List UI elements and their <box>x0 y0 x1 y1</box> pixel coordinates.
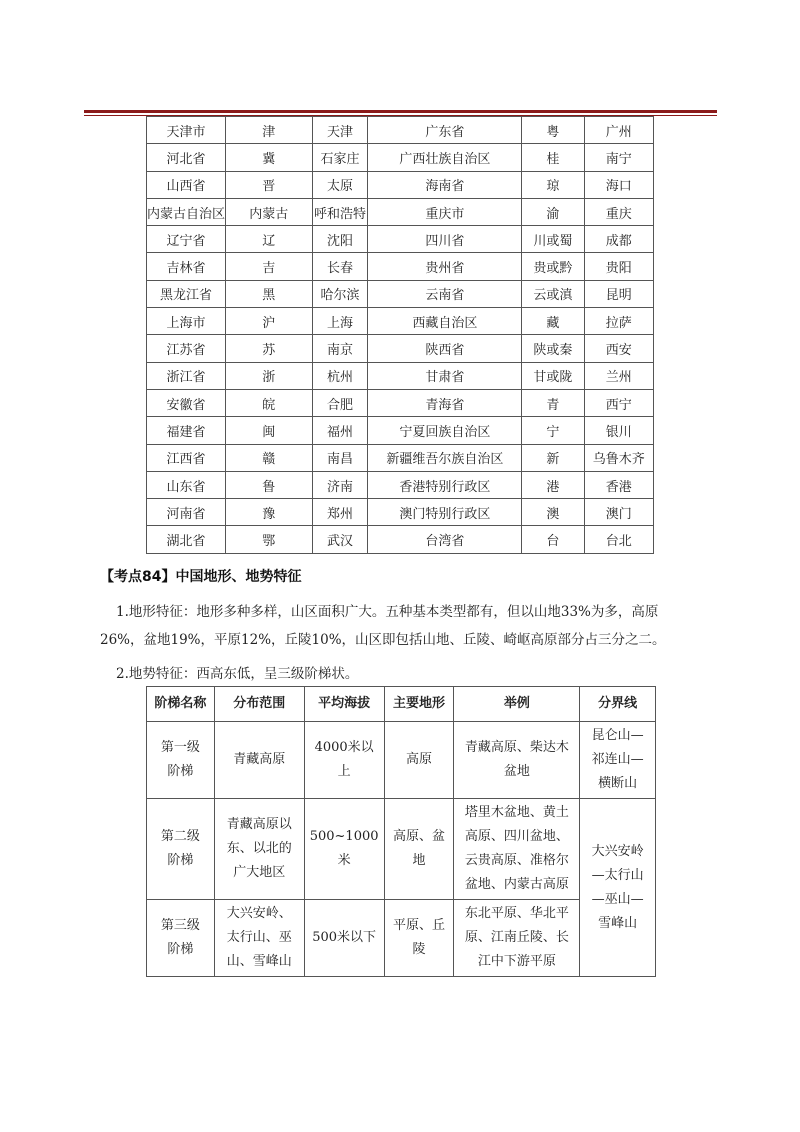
table-row <box>147 417 654 444</box>
table-row <box>147 280 654 307</box>
province-name-2: 广西壮族自治区 <box>368 144 522 171</box>
province-capital-2: 台北 <box>584 526 654 553</box>
province-name-2: 重庆市 <box>368 198 522 225</box>
province-abbr: 辽 <box>226 226 312 253</box>
cell-line: 盆地 <box>503 764 530 779</box>
cell-line: 阶梯 <box>167 853 194 868</box>
province-name-2: 新疆维吾尔族自治区 <box>368 444 522 471</box>
province-abbr: 黑 <box>226 280 312 307</box>
province-capital: 杭州 <box>312 362 368 389</box>
province-name: 山东省 <box>147 471 226 498</box>
step-terrain-cell <box>384 900 454 977</box>
province-capital-2: 成都 <box>584 226 654 253</box>
header-terrain: 主要地形 <box>384 687 454 722</box>
province-name: 湖北省 <box>147 526 226 553</box>
province-abbr-2: 陕或秦 <box>522 335 584 362</box>
province-capital-2: 兰州 <box>584 362 654 389</box>
table-row <box>147 226 654 253</box>
province-name-2: 陕西省 <box>368 335 522 362</box>
province-abbr: 鲁 <box>226 471 312 498</box>
cell-line: 高原、盆 <box>393 829 446 844</box>
cell-line: —巫山— <box>591 891 644 907</box>
province-abbr: 津 <box>226 117 312 144</box>
table-row <box>147 144 654 171</box>
cell-line: 米 <box>337 853 351 868</box>
province-name: 河北省 <box>147 144 226 171</box>
cell-line: 青藏高原 <box>233 752 286 767</box>
cell-line: 500米以下 <box>312 930 377 945</box>
cell-line: 东北平原、华北平 <box>464 906 569 921</box>
province-capital-2: 银川 <box>584 417 654 444</box>
header-altitude: 平均海拔 <box>304 687 384 722</box>
section-title: 【考点84】中国地形、地势特征 <box>100 569 302 585</box>
province-name: 山西省 <box>147 171 226 198</box>
province-abbr: 内蒙古 <box>226 198 312 225</box>
step-examples-cell <box>454 900 580 977</box>
province-capital: 呼和浩特 <box>312 198 368 225</box>
province-abbr: 豫 <box>226 499 312 526</box>
province-capital: 郑州 <box>312 499 368 526</box>
province-abbr-2: 藏 <box>522 308 584 335</box>
province-abbr: 闽 <box>226 417 312 444</box>
step-range-cell <box>214 900 304 977</box>
cell-line: 塔里木盆地、黄土 <box>464 805 569 820</box>
province-abbr-2: 琼 <box>522 171 584 198</box>
cell-line: 云贵高原、准格尔 <box>464 853 569 868</box>
cell-line: 江中下游平原 <box>477 954 556 969</box>
province-capital-2: 西宁 <box>584 389 654 416</box>
table-row <box>147 526 654 553</box>
province-name: 安徽省 <box>147 389 226 416</box>
province-abbr-2: 桂 <box>522 144 584 171</box>
cell-line: 第二级 <box>160 829 200 844</box>
province-name: 上海市 <box>147 308 226 335</box>
table-row <box>147 444 654 471</box>
province-name-2: 云南省 <box>368 280 522 307</box>
province-name: 内蒙古自治区 <box>147 198 226 225</box>
cell-line: —太行山 <box>591 867 644 883</box>
province-capital: 哈尔滨 <box>312 280 368 307</box>
step-altitude-cell <box>304 799 384 900</box>
cell-line: 4000米以 <box>314 740 374 755</box>
province-capital: 长春 <box>312 253 368 280</box>
province-capital: 沈阳 <box>312 226 368 253</box>
step-altitude-cell <box>304 722 384 799</box>
cell-line: 广大地区 <box>233 865 286 880</box>
cell-line: 第三级 <box>160 918 200 933</box>
province-name-2: 广东省 <box>368 117 522 144</box>
province-capital-2: 海口 <box>584 171 654 198</box>
province-name: 吉林省 <box>147 253 226 280</box>
province-name-2: 贵州省 <box>368 253 522 280</box>
cell-line: 大兴安岭、 <box>226 906 292 921</box>
cell-line: 雪峰山 <box>598 915 638 931</box>
province-name: 江西省 <box>147 444 226 471</box>
province-abbr: 皖 <box>226 389 312 416</box>
province-name-2: 青海省 <box>368 389 522 416</box>
table-row <box>147 362 654 389</box>
province-abbr-2: 宁 <box>522 417 584 444</box>
province-capital-2: 澳门 <box>584 499 654 526</box>
province-capital-2: 重庆 <box>584 198 654 225</box>
step-examples-cell <box>454 799 580 900</box>
boundary-cell-1 <box>580 722 656 799</box>
province-name: 天津市 <box>147 117 226 144</box>
province-capital: 太原 <box>312 171 368 198</box>
header-rule <box>84 110 717 113</box>
boundary-cell-2 <box>580 799 656 977</box>
province-abbr-2: 港 <box>522 471 584 498</box>
province-name-2: 澳门特别行政区 <box>368 499 522 526</box>
province-name-2: 香港特别行政区 <box>368 471 522 498</box>
cell-line: 高原 <box>406 752 433 767</box>
province-capital: 福州 <box>312 417 368 444</box>
table-row <box>147 499 654 526</box>
province-abbr: 沪 <box>226 308 312 335</box>
table-row <box>147 389 654 416</box>
province-abbr-2: 贵或黔 <box>522 253 584 280</box>
step-name-cell <box>147 722 215 799</box>
province-name: 福建省 <box>147 417 226 444</box>
cell-line: 山、雪峰山 <box>226 954 292 969</box>
cell-line: 平原、丘 <box>393 918 446 933</box>
cell-line: 高原、四川盆地、 <box>464 829 569 844</box>
province-capital: 石家庄 <box>312 144 368 171</box>
step-name-cell <box>147 799 215 900</box>
terrain-steps-table <box>146 686 656 977</box>
table-row <box>147 722 656 799</box>
province-abbr: 鄂 <box>226 526 312 553</box>
province-capital-2: 昆明 <box>584 280 654 307</box>
table-row <box>147 335 654 362</box>
topography-paragraph: 2.地势特征：西高东低，呈三级阶梯状。 <box>116 666 359 682</box>
province-abbr-2: 川或蜀 <box>522 226 584 253</box>
cell-line: 第一级 <box>160 740 200 755</box>
table-row <box>147 198 654 225</box>
step-examples-cell <box>454 722 580 799</box>
province-capital: 济南 <box>312 471 368 498</box>
step-name-cell <box>147 900 215 977</box>
cell-line: 太行山、巫 <box>226 930 292 945</box>
header-range: 分布范围 <box>214 687 304 722</box>
province-abbr-2: 新 <box>522 444 584 471</box>
province-capital-2: 香港 <box>584 471 654 498</box>
cell-line: 原、江南丘陵、长 <box>464 930 569 945</box>
province-capital: 武汉 <box>312 526 368 553</box>
table-row <box>147 308 654 335</box>
province-capital: 南昌 <box>312 444 368 471</box>
province-abbr-2: 台 <box>522 526 584 553</box>
province-name-2: 宁夏回族自治区 <box>368 417 522 444</box>
header-step-name: 阶梯名称 <box>147 687 215 722</box>
cell-line: 横断山 <box>598 776 638 791</box>
province-capital-2: 广州 <box>584 117 654 144</box>
step-terrain-cell <box>384 799 454 900</box>
province-abbr: 苏 <box>226 335 312 362</box>
table-row <box>147 253 654 280</box>
table-row <box>147 900 656 977</box>
province-abbr-2: 粤 <box>522 117 584 144</box>
step-terrain-cell <box>384 722 454 799</box>
cell-line: 地 <box>412 853 426 868</box>
cell-line: 盆地、内蒙古高原 <box>464 877 569 892</box>
step-range-cell <box>214 722 304 799</box>
province-capital-2: 贵阳 <box>584 253 654 280</box>
province-abbr-2: 云或滇 <box>522 280 584 307</box>
province-abbr: 浙 <box>226 362 312 389</box>
province-capital: 上海 <box>312 308 368 335</box>
table-row <box>147 799 656 900</box>
province-capital: 南京 <box>312 335 368 362</box>
cell-line: 大兴安岭 <box>591 843 644 859</box>
terrain-paragraph: 1.地形特征：地形多种多样，山区面积广大。五种基本类型都有，但以山地33%为多，高原26%，盆地19%，平原12%，丘陵10%，山区即包括山地、丘陵、崎岖高原部分占三分之二。 <box>100 604 666 648</box>
province-abbr: 吉 <box>226 253 312 280</box>
province-capital-2: 西安 <box>584 335 654 362</box>
province-abbr: 赣 <box>226 444 312 471</box>
province-abbr: 晋 <box>226 171 312 198</box>
province-abbr-2: 澳 <box>522 499 584 526</box>
step-altitude-cell <box>304 900 384 977</box>
cell-line: 陵 <box>412 942 426 957</box>
cell-line: 上 <box>337 764 351 779</box>
province-capital-2: 拉萨 <box>584 308 654 335</box>
province-name-2: 甘肃省 <box>368 362 522 389</box>
table-row <box>147 171 654 198</box>
province-name: 辽宁省 <box>147 226 226 253</box>
province-name-2: 西藏自治区 <box>368 308 522 335</box>
province-capital: 天津 <box>312 117 368 144</box>
province-name-2: 海南省 <box>368 171 522 198</box>
cell-line: 祁连山— <box>591 752 644 767</box>
provinces-table <box>146 116 654 554</box>
province-name: 浙江省 <box>147 362 226 389</box>
province-capital: 合肥 <box>312 389 368 416</box>
province-name: 河南省 <box>147 499 226 526</box>
province-name-2: 台湾省 <box>368 526 522 553</box>
cell-line: 阶梯 <box>167 942 194 957</box>
steps-header-row <box>147 687 656 722</box>
header-examples: 举例 <box>454 687 580 722</box>
province-name-2: 四川省 <box>368 226 522 253</box>
province-name: 黑龙江省 <box>147 280 226 307</box>
province-name: 江苏省 <box>147 335 226 362</box>
table-row <box>147 471 654 498</box>
table-row <box>147 117 654 144</box>
province-capital-2: 南宁 <box>584 144 654 171</box>
province-capital-2: 乌鲁木齐 <box>584 444 654 471</box>
province-abbr-2: 渝 <box>522 198 584 225</box>
cell-line: 昆仑山— <box>591 728 644 743</box>
step-range-cell <box>214 799 304 900</box>
cell-line: 500~1000 <box>309 829 379 844</box>
province-abbr-2: 青 <box>522 389 584 416</box>
cell-line: 东、以北的 <box>226 841 292 856</box>
province-abbr: 冀 <box>226 144 312 171</box>
header-boundary: 分界线 <box>580 687 656 722</box>
cell-line: 阶梯 <box>167 764 194 779</box>
cell-line: 青藏高原、柴达木 <box>464 740 569 755</box>
province-abbr-2: 甘或陇 <box>522 362 584 389</box>
cell-line: 青藏高原以 <box>226 817 292 832</box>
